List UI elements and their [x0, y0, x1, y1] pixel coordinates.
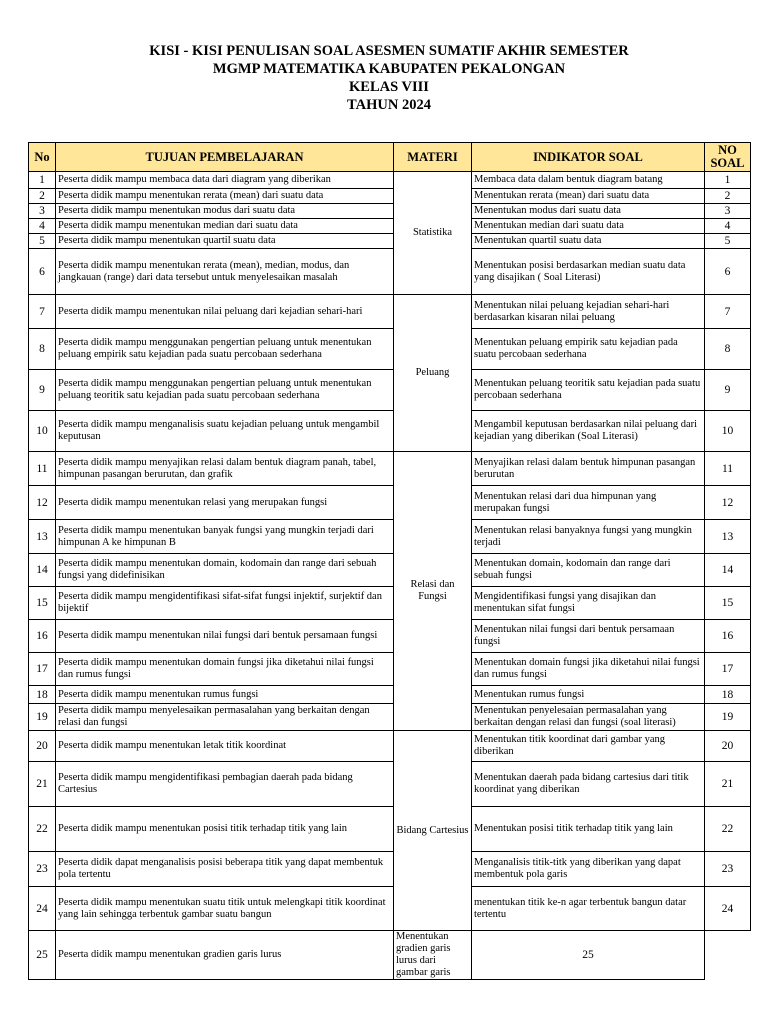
tujuan-cell: Peserta didik mampu menentukan quartil suatu data — [56, 234, 394, 249]
indikator-cell: Menentukan quartil suatu data — [472, 234, 705, 249]
table-row — [29, 329, 751, 370]
no-soal-cell: 21 — [705, 762, 751, 807]
indikator-cell: Menentukan domain fungsi jika diketahui nilai fungsi dan rumus fungsi — [472, 653, 705, 686]
table-row — [29, 686, 751, 704]
row-number: 14 — [29, 554, 56, 587]
tujuan-cell: Peserta didik mampu menggunakan pengertian peluang untuk menentukan peluang empirik satu kejadian pada suatu percobaan sederhana — [56, 329, 394, 370]
header-materi: MATERI — [394, 143, 472, 172]
header-indikator: INDIKATOR SOAL — [472, 143, 705, 172]
no-soal-cell: 11 — [705, 452, 751, 486]
indikator-cell: Menentukan relasi banyaknya fungsi yang mungkin terjadi — [472, 520, 705, 554]
row-number: 13 — [29, 520, 56, 554]
table-row — [29, 731, 751, 762]
row-number: 6 — [29, 249, 56, 295]
table-row — [29, 931, 751, 980]
table-row — [29, 295, 751, 329]
table-row — [29, 554, 751, 587]
table-row — [29, 486, 751, 520]
no-soal-cell: 25 — [472, 931, 705, 980]
row-number: 7 — [29, 295, 56, 329]
indikator-cell: Menentukan relasi dari dua himpunan yang merupakan fungsi — [472, 486, 705, 520]
no-soal-cell: 13 — [705, 520, 751, 554]
indikator-cell: Menentukan posisi berdasarkan median suatu data yang disajikan ( Soal Literasi) — [472, 249, 705, 295]
tujuan-cell: Peserta didik mampu membaca data dari diagram yang diberikan — [56, 172, 394, 189]
indikator-cell: Menentukan domain, kodomain dan range dari sebuah fungsi — [472, 554, 705, 587]
tujuan-cell: Peserta didik dapat menganalisis posisi beberapa titik yang dapat membentuk pola tertentu — [56, 852, 394, 887]
no-soal-cell: 8 — [705, 329, 751, 370]
tujuan-cell: Peserta didik mampu menentukan domain, kodomain dan range dari sebuah fungsi yang didefinisikan — [56, 554, 394, 587]
row-number: 10 — [29, 411, 56, 452]
indikator-cell: Menentukan median dari suatu data — [472, 219, 705, 234]
tujuan-cell: Peserta didik mampu menentukan rerata (mean), median, modus, dan jangkauan (range) dari data tersebut untuk menyelesaikan masalah — [56, 249, 394, 295]
tujuan-cell: Peserta didik mampu menentukan letak titik koordinat — [56, 731, 394, 762]
row-number: 9 — [29, 370, 56, 411]
no-soal-cell: 12 — [705, 486, 751, 520]
table-body — [29, 172, 751, 980]
indikator-cell: Mengidentifikasi fungsi yang disajikan dan menentukan sifat fungsi — [472, 587, 705, 620]
indikator-cell: Menentukan penyelesaian permasalahan yang berkaitan dengan relasi dan fungsi (soal literasi) — [472, 704, 705, 731]
row-number: 2 — [29, 189, 56, 204]
row-number: 18 — [29, 686, 56, 704]
table-row — [29, 172, 751, 189]
no-soal-cell: 7 — [705, 295, 751, 329]
no-soal-cell: 6 — [705, 249, 751, 295]
indikator-cell: Menentukan titik koordinat dari gambar yang diberikan — [472, 731, 705, 762]
tujuan-cell: Peserta didik mampu menggunakan pengertian peluang untuk menentukan peluang teoritik satu kejadian pada suatu percobaan sederhana — [56, 370, 394, 411]
no-soal-cell: 2 — [705, 189, 751, 204]
no-soal-cell: 18 — [705, 686, 751, 704]
row-number: 17 — [29, 653, 56, 686]
no-soal-cell: 1 — [705, 172, 751, 189]
no-soal-cell: 16 — [705, 620, 751, 653]
materi-cell: Relasi dan Fungsi — [394, 452, 472, 731]
row-number: 5 — [29, 234, 56, 249]
header-no-soal: NO SOAL — [705, 143, 751, 172]
indikator-cell: Menentukan nilai peluang kejadian sehari-hari berdasarkan kisaran nilai peluang — [472, 295, 705, 329]
tujuan-cell: Peserta didik mampu menentukan gradien garis lurus — [56, 931, 394, 980]
indikator-cell: Menentukan daerah pada bidang cartesius dari titik koordinat yang diberikan — [472, 762, 705, 807]
indikator-cell: Menentukan rumus fungsi — [472, 686, 705, 704]
row-number: 1 — [29, 172, 56, 189]
title-line-4: TAHUN 2024 — [347, 97, 431, 113]
indikator-cell: Menentukan nilai fungsi dari bentuk persamaan fungsi — [472, 620, 705, 653]
tujuan-cell: Peserta didik mampu menentukan nilai fungsi dari bentuk persamaan fungsi — [56, 620, 394, 653]
kisi-table — [28, 142, 751, 980]
row-number: 16 — [29, 620, 56, 653]
indikator-cell: Menentukan peluang teoritik satu kejadian pada suatu percobaan sederhana — [472, 370, 705, 411]
table-row — [29, 887, 751, 931]
table-row — [29, 189, 751, 204]
row-number: 23 — [29, 852, 56, 887]
no-soal-cell: 4 — [705, 219, 751, 234]
document-title — [0, 42, 768, 114]
no-soal-cell: 19 — [705, 704, 751, 731]
table-row — [29, 620, 751, 653]
tujuan-cell: Peserta didik mampu menentukan banyak fungsi yang mungkin terjadi dari himpunan A ke himpunan B — [56, 520, 394, 554]
header-no: No — [29, 143, 56, 172]
header-tujuan: TUJUAN PEMBELAJARAN — [56, 143, 394, 172]
tujuan-cell: Peserta didik mampu menentukan rumus fungsi — [56, 686, 394, 704]
no-soal-cell: 10 — [705, 411, 751, 452]
table-row — [29, 234, 751, 249]
materi-cell: Statistika — [394, 172, 472, 295]
tujuan-cell: Peserta didik mampu menentukan median dari suatu data — [56, 219, 394, 234]
indikator-cell: Menyajikan relasi dalam bentuk himpunan pasangan berurutan — [472, 452, 705, 486]
no-soal-cell: 3 — [705, 204, 751, 219]
row-number: 22 — [29, 807, 56, 852]
table-row — [29, 249, 751, 295]
no-soal-cell: 17 — [705, 653, 751, 686]
row-number: 15 — [29, 587, 56, 620]
table-row — [29, 204, 751, 219]
tujuan-cell: Peserta didik mampu menentukan nilai peluang dari kejadian sehari-hari — [56, 295, 394, 329]
tujuan-cell: Peserta didik mampu menentukan suatu titik untuk melengkapi titik koordinat yang lain sehingga terbentuk gambar suatu bangun — [56, 887, 394, 931]
tujuan-cell: Peserta didik mampu mengidentifikasi sifat-sifat fungsi injektif, surjektif dan bijektif — [56, 587, 394, 620]
no-soal-cell: 20 — [705, 731, 751, 762]
tujuan-cell: Peserta didik mampu menentukan domain fungsi jika diketahui nilai fungsi dan rumus fungsi — [56, 653, 394, 686]
title-line-3: KELAS VIII — [349, 79, 429, 95]
row-number: 24 — [29, 887, 56, 931]
row-number: 21 — [29, 762, 56, 807]
row-number: 25 — [29, 931, 56, 980]
tujuan-cell: Peserta didik mampu menganalisis suatu kejadian peluang untuk mengambil keputusan — [56, 411, 394, 452]
materi-cell: Bidang Cartesius — [394, 731, 472, 931]
indikator-cell: Menganalisis titik-titk yang diberikan yang dapat membentuk pola garis — [472, 852, 705, 887]
row-number: 19 — [29, 704, 56, 731]
table-row — [29, 411, 751, 452]
tujuan-cell: Peserta didik mampu menyelesaikan permasalahan yang berkaitan dengan relasi dan fungsi — [56, 704, 394, 731]
tujuan-cell: Peserta didik mampu mengidentifikasi pembagian daerah pada bidang Cartesius — [56, 762, 394, 807]
materi-cell: Peluang — [394, 295, 472, 452]
indikator-cell: Membaca data dalam bentuk diagram batang — [472, 172, 705, 189]
no-soal-cell: 24 — [705, 887, 751, 931]
title-line-1: KISI - KISI PENULISAN SOAL ASESMEN SUMATIF AKHIR SEMESTER — [149, 43, 629, 59]
indikator-cell: Menentukan posisi titik terhadap titik yang lain — [472, 807, 705, 852]
no-soal-cell: 23 — [705, 852, 751, 887]
row-number: 12 — [29, 486, 56, 520]
table-row — [29, 587, 751, 620]
row-number: 3 — [29, 204, 56, 219]
no-soal-cell: 9 — [705, 370, 751, 411]
tujuan-cell: Peserta didik mampu menentukan modus dari suatu data — [56, 204, 394, 219]
no-soal-cell: 15 — [705, 587, 751, 620]
table-row — [29, 852, 751, 887]
title-line-2: MGMP MATEMATIKA KABUPATEN PEKALONGAN — [212, 61, 566, 77]
row-number: 11 — [29, 452, 56, 486]
indikator-cell: Menentukan modus dari suatu data — [472, 204, 705, 219]
row-number: 20 — [29, 731, 56, 762]
table-row — [29, 704, 751, 731]
row-number: 4 — [29, 219, 56, 234]
table-row — [29, 807, 751, 852]
tujuan-cell: Peserta didik mampu menentukan relasi yang merupakan fungsi — [56, 486, 394, 520]
table-row — [29, 219, 751, 234]
table-row — [29, 653, 751, 686]
table-row — [29, 520, 751, 554]
indikator-cell: Menentukan rerata (mean) dari suatu data — [472, 189, 705, 204]
indikator-cell: Mengambil keputusan berdasarkan nilai peluang dari kejadian yang diberikan (Soal Literasi) — [472, 411, 705, 452]
table-row — [29, 370, 751, 411]
tujuan-cell: Peserta didik mampu menentukan rerata (mean) dari suatu data — [56, 189, 394, 204]
tujuan-cell: Peserta didik mampu menyajikan relasi dalam bentuk diagram panah, tabel, himpunan pasangan berurutan, dan grafik — [56, 452, 394, 486]
no-soal-cell: 5 — [705, 234, 751, 249]
tujuan-cell: Peserta didik mampu menentukan posisi titik terhadap titik yang lain — [56, 807, 394, 852]
indikator-cell: Menentukan peluang empirik satu kejadian pada suatu percobaan sederhana — [472, 329, 705, 370]
header-row — [29, 143, 751, 172]
no-soal-cell: 22 — [705, 807, 751, 852]
no-soal-cell: 14 — [705, 554, 751, 587]
row-number: 8 — [29, 329, 56, 370]
table-row — [29, 452, 751, 486]
indikator-cell: menentukan titik ke-n agar terbentuk bangun datar tertentu — [472, 887, 705, 931]
indikator-cell: Menentukan gradien garis lurus dari gambar garis — [394, 931, 472, 980]
table-row — [29, 762, 751, 807]
